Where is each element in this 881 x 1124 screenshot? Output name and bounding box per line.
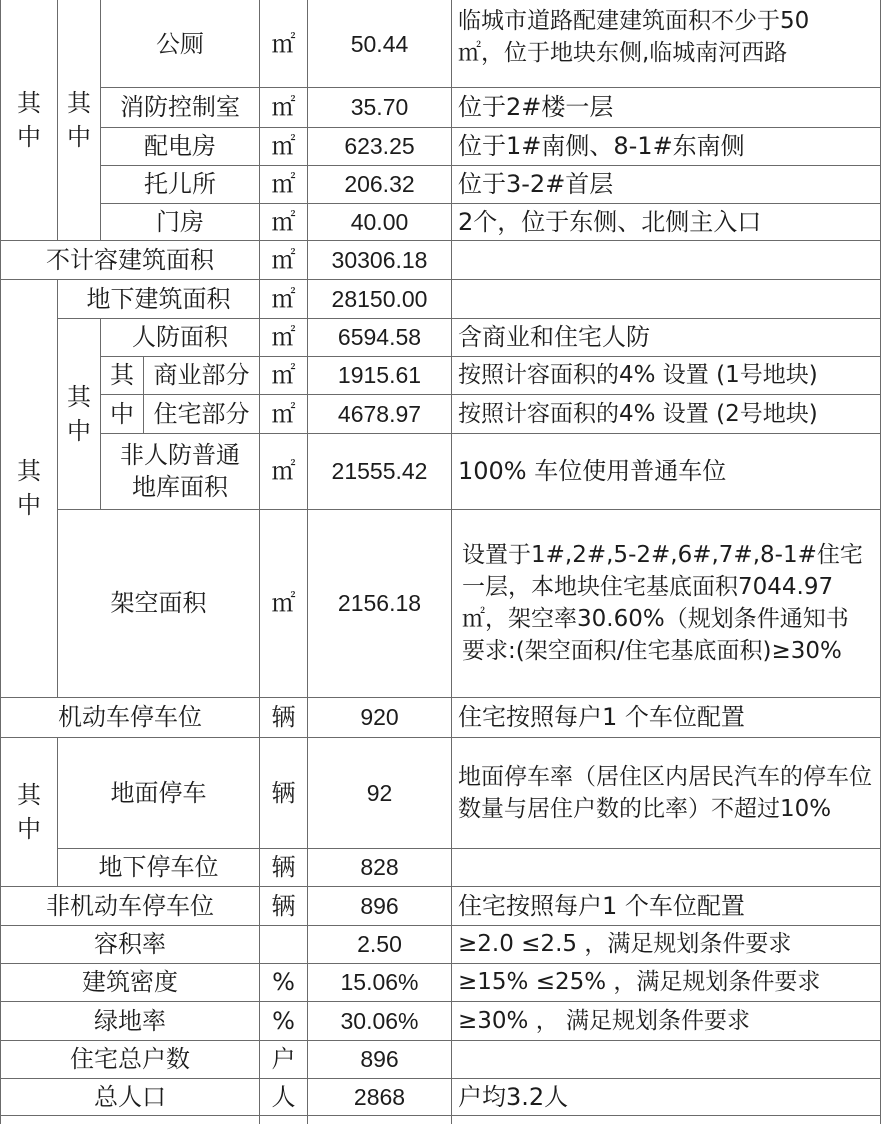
unit-gongce: ㎡	[271, 29, 296, 58]
item-shangye: 商业部分	[153, 361, 250, 389]
unit-jiakong: ㎡	[271, 589, 296, 617]
item-bujirong: 不计容建筑面积	[46, 245, 214, 274]
group-label-qizhong-outer-2: 其 中	[17, 457, 41, 519]
item-jiakong: 架空面积	[110, 589, 207, 617]
note-dimian: 地面停车率（居住区内居民汽车的停车位数量与居住户数的比率）不超过10%	[458, 763, 872, 822]
unit-peidian: ㎡	[271, 132, 296, 160]
item-jidongche: 机动车停车位	[58, 703, 202, 731]
note-xiaofang: 位于2#楼一层	[458, 93, 614, 121]
unit-feirenfang: ㎡	[271, 457, 296, 485]
unit-dimian: 辆	[271, 778, 296, 807]
note-feirenfang: 100% 车位使用普通车位	[458, 457, 727, 485]
value-dixia: 28150.00	[331, 285, 428, 312]
value-shangye: 1915.61	[337, 362, 422, 388]
unit-zhuzhai: ㎡	[271, 399, 296, 428]
item-peidian: 配电房	[144, 132, 216, 160]
value-lvdi: 30.06%	[340, 1007, 419, 1034]
value-xiaofang: 35.70	[350, 94, 409, 120]
unit-dixia: ㎡	[271, 284, 296, 313]
value-zhuzhai: 4678.97	[337, 400, 422, 427]
value-menfang: 40.00	[350, 208, 409, 235]
value-hushu: 896	[360, 1046, 399, 1072]
item-dimian: 地面停车	[110, 778, 207, 807]
value-peidian: 623.25	[344, 133, 415, 159]
note-lvdi: ≥30% ， 满足规划条件要求	[458, 1007, 751, 1034]
note-jidongche: 住宅按照每户1 个车位配置	[458, 703, 745, 731]
note-rongjilv: ≥2.0 ≤2.5 ，满足规划条件要求	[458, 931, 792, 957]
note-jiakong: 设置于1#,2#,5-2#,6#,7#,8-1#住宅一层，本地块住宅基底面积7044.97㎡，架空率30.60%（规划条件通知书要求:(架空面积/住宅基底面积)≥30%	[462, 542, 863, 664]
value-dixiatingche: 828	[360, 854, 399, 880]
item-menfang: 门房	[156, 207, 204, 236]
note-menfang: 2个，位于东侧、北侧主入口	[458, 207, 762, 236]
note-gongce: 临城市道路配建建筑面积不少于50 ㎡，位于地块东侧,临城南河西路	[458, 7, 810, 66]
note-renkou: 户均3.2人	[458, 1082, 569, 1111]
unit-xiaofang: ㎡	[271, 93, 296, 121]
item-xiaofang: 消防控制室	[120, 93, 240, 121]
note-midu: ≥15% ≤25% ，满足规划条件要求	[458, 969, 821, 995]
unit-dixiatingche: 辆	[271, 853, 296, 881]
item-dixia: 地下建筑面积	[86, 284, 231, 313]
value-tuoer: 206.32	[344, 171, 415, 197]
group-label-qi: 其	[110, 361, 134, 389]
item-renfang: 人防面积	[132, 323, 228, 351]
unit-hushu: 户	[271, 1045, 296, 1073]
unit-rongjilv	[260, 925, 307, 963]
note-shangye: 按照计容面积的4% 设置 (1号地块)	[458, 362, 818, 388]
unit-jidongche: 辆	[271, 703, 296, 731]
value-jiakong: 2156.18	[337, 590, 422, 616]
item-gongce: 公厕	[156, 29, 204, 58]
value-dimian: 92	[366, 779, 393, 806]
unit-midu: %	[272, 968, 295, 996]
value-gongce: 50.44	[350, 30, 409, 57]
note-zhuzhai: 按照计容面积的4% 设置 (2号地块)	[458, 400, 818, 427]
value-rongjilv: 2.50	[357, 931, 402, 957]
value-renkou: 2868	[353, 1083, 406, 1110]
value-feirenfang: 21555.42	[331, 458, 428, 484]
item-tuoer: 托儿所	[144, 170, 216, 198]
item-renkou: 总人口	[94, 1082, 166, 1111]
item-dixiatingche: 地下停车位	[98, 853, 219, 881]
group-label-qizhong-outer-3: 其 中	[17, 780, 41, 843]
group-label-qizhong-outer-1: 其 中	[17, 89, 41, 151]
group-label-qizhong-inner-2: 其 中	[67, 382, 91, 445]
unit-tuoer: ㎡	[271, 170, 296, 198]
note-tuoer: 位于3-2#首层	[458, 170, 614, 198]
note-feijidong: 住宅按照每户1 个车位配置	[458, 891, 745, 920]
value-bujirong: 30306.18	[331, 246, 428, 273]
unit-feijidong: 辆	[271, 891, 296, 920]
group-label-qizhong-inner-1: 其 中	[67, 89, 91, 151]
unit-bujirong: ㎡	[271, 245, 296, 274]
unit-lvdi: %	[272, 1006, 295, 1035]
item-feirenfang: 非人防普通地库面积	[120, 441, 240, 501]
unit-renfang: ㎡	[271, 323, 296, 351]
item-lvdi: 绿地率	[94, 1006, 166, 1035]
value-jidongche: 920	[360, 704, 399, 730]
unit-shangye: ㎡	[271, 361, 296, 389]
note-renfang: 含商业和住宅人防	[458, 323, 650, 351]
item-midu: 建筑密度	[82, 968, 178, 996]
unit-menfang: ㎡	[271, 207, 296, 236]
value-midu: 15.06%	[340, 969, 419, 995]
value-renfang: 6594.58	[337, 324, 422, 350]
value-feijidong: 896	[360, 892, 399, 919]
note-peidian: 位于1#南侧、8-1#东南侧	[458, 132, 745, 160]
group-label-zhong: 中	[110, 399, 134, 428]
item-hushu: 住宅总户数	[70, 1045, 190, 1073]
item-feijidong: 非机动车停车位	[46, 891, 214, 920]
item-zhuzhai: 住宅部分	[153, 399, 250, 428]
unit-renkou: 人	[271, 1082, 296, 1111]
item-rongjilv: 容积率	[94, 930, 166, 958]
